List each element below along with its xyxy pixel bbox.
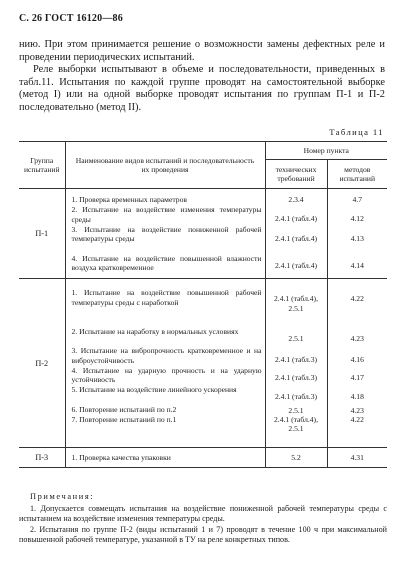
tech-ref: 2.3.4	[288, 195, 304, 204]
group-items	[65, 279, 265, 448]
method-ref: 4.23	[350, 405, 364, 415]
paragraph-continuation: нию. При этом принимается решение о возможности замены дефектных реле и проведении периодических испытаний.	[19, 39, 385, 63]
tech-column	[265, 279, 327, 448]
test-item: 3. Испытание на вибропрочность кратковременное и на виброустойчивость	[71, 346, 262, 365]
method-ref: 4.14	[350, 260, 364, 270]
note-item: 2. Испытания по группе П-2 (виды испытаний 1 и 7) проводят в течение 100 ч при максимальной повышенной рабочей температуре, указанной в ТУ на реле конкретных типов.	[19, 525, 387, 545]
header-group: Группа испытаний	[19, 142, 65, 189]
tech-ref: 2.4.1 (табл.4)	[274, 233, 318, 243]
test-item: 5. Испытание на воздействие линейного ускорения	[71, 385, 237, 395]
method-column	[327, 189, 387, 279]
tech-ref: 2.4.1 (табл.3)	[274, 372, 318, 382]
test-item: 7. Повторение испытаний по п.1	[71, 414, 177, 424]
paragraph-sample-relays: Реле выборки испытывают в объеме и последовательности, приведенных в табл.11. Испытания по каждой группе проводят на самостоятельной выборке (метод I) или на одной выборке проводят испытания по группам П-1 и П-2 последовательно (метод II).	[19, 64, 385, 113]
tech-ref: 2.5.1	[288, 405, 304, 415]
group-label: П-1	[35, 228, 49, 238]
method-ref: 4.13	[350, 233, 364, 243]
test-item: 4. Испытание на ударную прочность и на ударную устойчивость	[71, 365, 262, 385]
header-point: Номер пункта	[265, 142, 387, 160]
test-item: 1. Испытание на воздействие повышенной рабочей температуры среды с наработкой	[71, 288, 262, 307]
method-ref: 4.17	[350, 372, 364, 382]
table-caption: Таблица 11	[329, 127, 384, 137]
tech-ref: 2.4.1 (табл.3)	[274, 355, 318, 365]
page-header: С. 26 ГОСТ 16120—86	[19, 13, 123, 24]
test-item: 1. Проверка временных параметров	[71, 195, 187, 204]
tech-column	[265, 189, 327, 279]
group-items	[65, 189, 265, 279]
method-ref: 4.7	[352, 195, 362, 204]
tech-ref: 2.4.1 (табл.4), 2.5.1	[274, 414, 318, 434]
test-item: 2. Испытание на наработку в нормальных условиях	[71, 326, 239, 336]
method-ref: 4.23	[350, 333, 364, 343]
method-ref: 4.12	[350, 214, 364, 224]
header-methods: методов испытаний	[327, 160, 387, 189]
method-column	[327, 279, 387, 448]
tech-ref: 5.2	[265, 448, 327, 468]
header-name: Наименование видов испытаний и последовательность их проведения	[65, 142, 265, 189]
group-label: П-3	[35, 453, 49, 463]
notes-title: Примечания:	[30, 492, 95, 501]
header-tech: технических требований	[265, 160, 327, 189]
test-item: 1. Проверка качества упаковки	[65, 448, 265, 468]
tech-ref: 2.4.1 (табл.4), 2.5.1	[274, 294, 318, 313]
test-item: 3. Испытание на воздействие пониженной рабочей температуры среды	[71, 224, 262, 244]
method-ref: 4.16	[350, 355, 364, 365]
group-label: П-2	[35, 358, 49, 368]
test-table	[19, 141, 387, 468]
tech-ref: 2.4.1 (табл.3)	[274, 392, 318, 402]
test-item: 2. Испытание на воздействие изменения температуры среды	[71, 205, 262, 224]
test-item: 6. Повторение испытаний по п.2	[71, 404, 177, 414]
tech-ref: 2.5.1	[288, 333, 304, 343]
note-item: 1. Допускается совмещать испытания на воздействие пониженной рабочей температуры среды с испытанием на воздействие изменения температуры среды.	[19, 504, 387, 524]
method-ref: 4.22	[350, 294, 364, 304]
method-ref: 4.31	[327, 448, 387, 468]
method-ref: 4.22	[350, 414, 364, 424]
test-item: 4. Испытание на воздействие повышенной влажности воздуха кратковременное	[71, 253, 262, 273]
method-ref: 4.18	[350, 392, 364, 402]
tech-ref: 2.4.1 (табл.4)	[274, 260, 318, 270]
tech-ref: 2.4.1 (табл.4)	[274, 214, 318, 224]
